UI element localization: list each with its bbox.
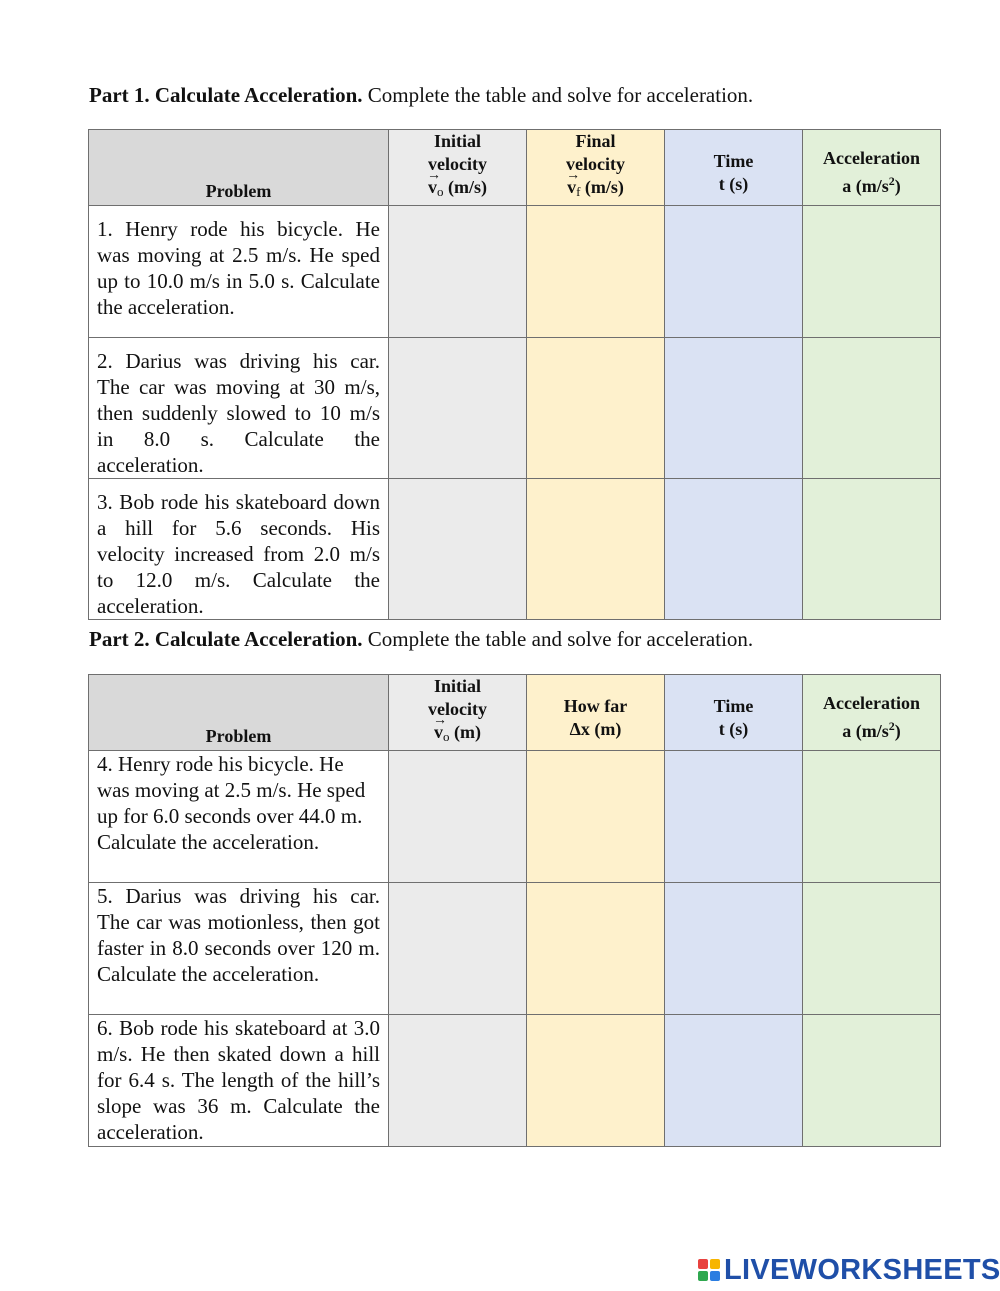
- part1-header-final-velocity: [527, 130, 665, 206]
- part1-h2-line2: velocity: [566, 154, 625, 174]
- unit-ms: (m/s): [580, 177, 624, 197]
- subscript-f: f: [576, 184, 581, 199]
- answer-cell-time[interactable]: [665, 751, 803, 883]
- unit-a: a (m/s: [842, 721, 889, 741]
- part1-table: [88, 129, 941, 620]
- answer-cell-final-velocity[interactable]: [527, 206, 665, 338]
- part2-heading-rest: Complete the table and solve for acceleration.: [362, 627, 754, 651]
- part2-header-how-far: [527, 675, 665, 751]
- answer-cell-how-far[interactable]: [527, 1015, 665, 1147]
- logo-text: LIVEWORKSHEETS: [724, 1253, 1000, 1286]
- part2-header-problem: Problem: [89, 675, 389, 751]
- table-row: [89, 751, 941, 883]
- answer-cell-time[interactable]: [665, 479, 803, 620]
- answer-cell-initial-velocity[interactable]: [389, 206, 527, 338]
- part1-h3-line1: Time: [713, 150, 754, 171]
- part1-h4-line1: Acceleration: [823, 148, 920, 168]
- unit-sup: 2: [888, 719, 895, 733]
- part2-heading: [89, 626, 753, 652]
- part2-heading-bold: Part 2. Calculate Acceleration.: [89, 627, 363, 651]
- part1-h1-line1: Initial: [433, 131, 481, 151]
- part1-h4-line2: [803, 170, 940, 198]
- table-row: [89, 206, 941, 338]
- answer-cell-acceleration[interactable]: [803, 338, 941, 479]
- unit-close: ): [894, 176, 901, 196]
- part1-heading-bold: Part 1. Calculate Acceleration.: [89, 83, 363, 107]
- answer-cell-time[interactable]: [665, 206, 803, 338]
- table-row: [89, 479, 941, 620]
- table-row: [89, 338, 941, 479]
- problem-1-text: 1. Henry rode his bicycle. He was moving at 2.5 m/s. He sped up to 10.0 m/s in 5.0 s. Calculate the acceleration.: [89, 206, 389, 338]
- part2-h3-line1: Time: [713, 695, 754, 716]
- answer-cell-time[interactable]: [665, 883, 803, 1015]
- part2-h1-line2: velocity: [428, 699, 487, 719]
- part1-heading: [89, 82, 753, 108]
- part2-h3-line2: t (s): [718, 718, 749, 739]
- subscript-o: o: [443, 729, 450, 744]
- problem-5-text: 5. Darius was driving his car. The car was motionless, then got faster in 8.0 seconds over 120 m. Calculate the acceleration.: [89, 883, 389, 1015]
- answer-cell-initial-velocity[interactable]: [389, 338, 527, 479]
- subscript-o: o: [437, 184, 444, 199]
- vector-v-symbol: → v: [567, 176, 576, 199]
- part2-h2-line1: How far: [563, 695, 628, 716]
- unit-close: ): [894, 721, 901, 741]
- part2-h1-line3: [389, 721, 526, 748]
- answer-cell-time[interactable]: [665, 338, 803, 479]
- part2-h4-line1: Acceleration: [823, 693, 920, 713]
- unit-a: a (m/s: [842, 176, 889, 196]
- unit-m: (m): [449, 722, 481, 742]
- part1-h1-line3: [389, 176, 526, 203]
- unit-sup: 2: [888, 174, 895, 188]
- part2-h1-line1: Initial: [433, 676, 481, 696]
- logo-square: [698, 1259, 708, 1269]
- part1-header-row: [89, 130, 941, 206]
- answer-cell-acceleration[interactable]: [803, 479, 941, 620]
- part2-h4-line2: [803, 715, 940, 743]
- answer-cell-how-far[interactable]: [527, 883, 665, 1015]
- unit-ms: (m/s): [443, 177, 487, 197]
- vector-v-symbol: → v: [428, 176, 437, 199]
- answer-cell-acceleration[interactable]: [803, 1015, 941, 1147]
- logo-mark-icon: [698, 1259, 720, 1281]
- answer-cell-final-velocity[interactable]: [527, 479, 665, 620]
- answer-cell-final-velocity[interactable]: [527, 338, 665, 479]
- answer-cell-initial-velocity[interactable]: [389, 883, 527, 1015]
- part2-header-initial-velocity: [389, 675, 527, 751]
- part1-heading-rest: Complete the table and solve for acceleration.: [362, 83, 754, 107]
- part2-table: [88, 674, 941, 1147]
- part1-header-acceleration: [803, 130, 941, 206]
- part1-header-time: [665, 130, 803, 206]
- problem-3-text: 3. Bob rode his skateboard down a hill for 5.6 seconds. His velocity increased from 2.0 m/s to 12.0 m/s. Calculate the acceleration.: [89, 479, 389, 620]
- part1-h1-line2: velocity: [428, 154, 487, 174]
- vector-v-symbol: → v: [434, 721, 443, 744]
- answer-cell-acceleration[interactable]: [803, 206, 941, 338]
- part1-h3-line2: t (s): [718, 173, 749, 194]
- part2-header-acceleration: [803, 675, 941, 751]
- part2-header-row: [89, 675, 941, 751]
- answer-cell-acceleration[interactable]: [803, 751, 941, 883]
- problem-6-text: 6. Bob rode his skateboard at 3.0 m/s. He then skated down a hill for 6.4 s. The length of the hill’s slope was 36 m. Calculate the acceleration.: [89, 1015, 389, 1147]
- liveworksheets-logo: [698, 1255, 1000, 1285]
- problem-2-text: 2. Darius was driving his car. The car was moving at 30 m/s, then suddenly slowed to 10 m/s in 8.0 s. Calculate the acceleration.: [89, 338, 389, 479]
- table-row: [89, 883, 941, 1015]
- logo-square: [710, 1259, 720, 1269]
- table-row: [89, 1015, 941, 1147]
- part1-header-problem: Problem: [89, 130, 389, 206]
- answer-cell-initial-velocity[interactable]: [389, 479, 527, 620]
- answer-cell-initial-velocity[interactable]: [389, 751, 527, 883]
- logo-square: [698, 1271, 708, 1281]
- answer-cell-acceleration[interactable]: [803, 883, 941, 1015]
- answer-cell-initial-velocity[interactable]: [389, 1015, 527, 1147]
- part1-header-initial-velocity: [389, 130, 527, 206]
- logo-square: [710, 1271, 720, 1281]
- answer-cell-how-far[interactable]: [527, 751, 665, 883]
- part2-header-time: [665, 675, 803, 751]
- part2-h2-line2: Δx (m): [569, 718, 622, 739]
- part1-h2-line1: Final: [575, 131, 616, 151]
- answer-cell-time[interactable]: [665, 1015, 803, 1147]
- problem-4-text: 4. Henry rode his bicycle. He was moving at 2.5 m/s. He sped up for 6.0 seconds over 44.0 m. Calculate the acceleration.: [89, 751, 389, 883]
- part1-h2-line3: [527, 176, 664, 203]
